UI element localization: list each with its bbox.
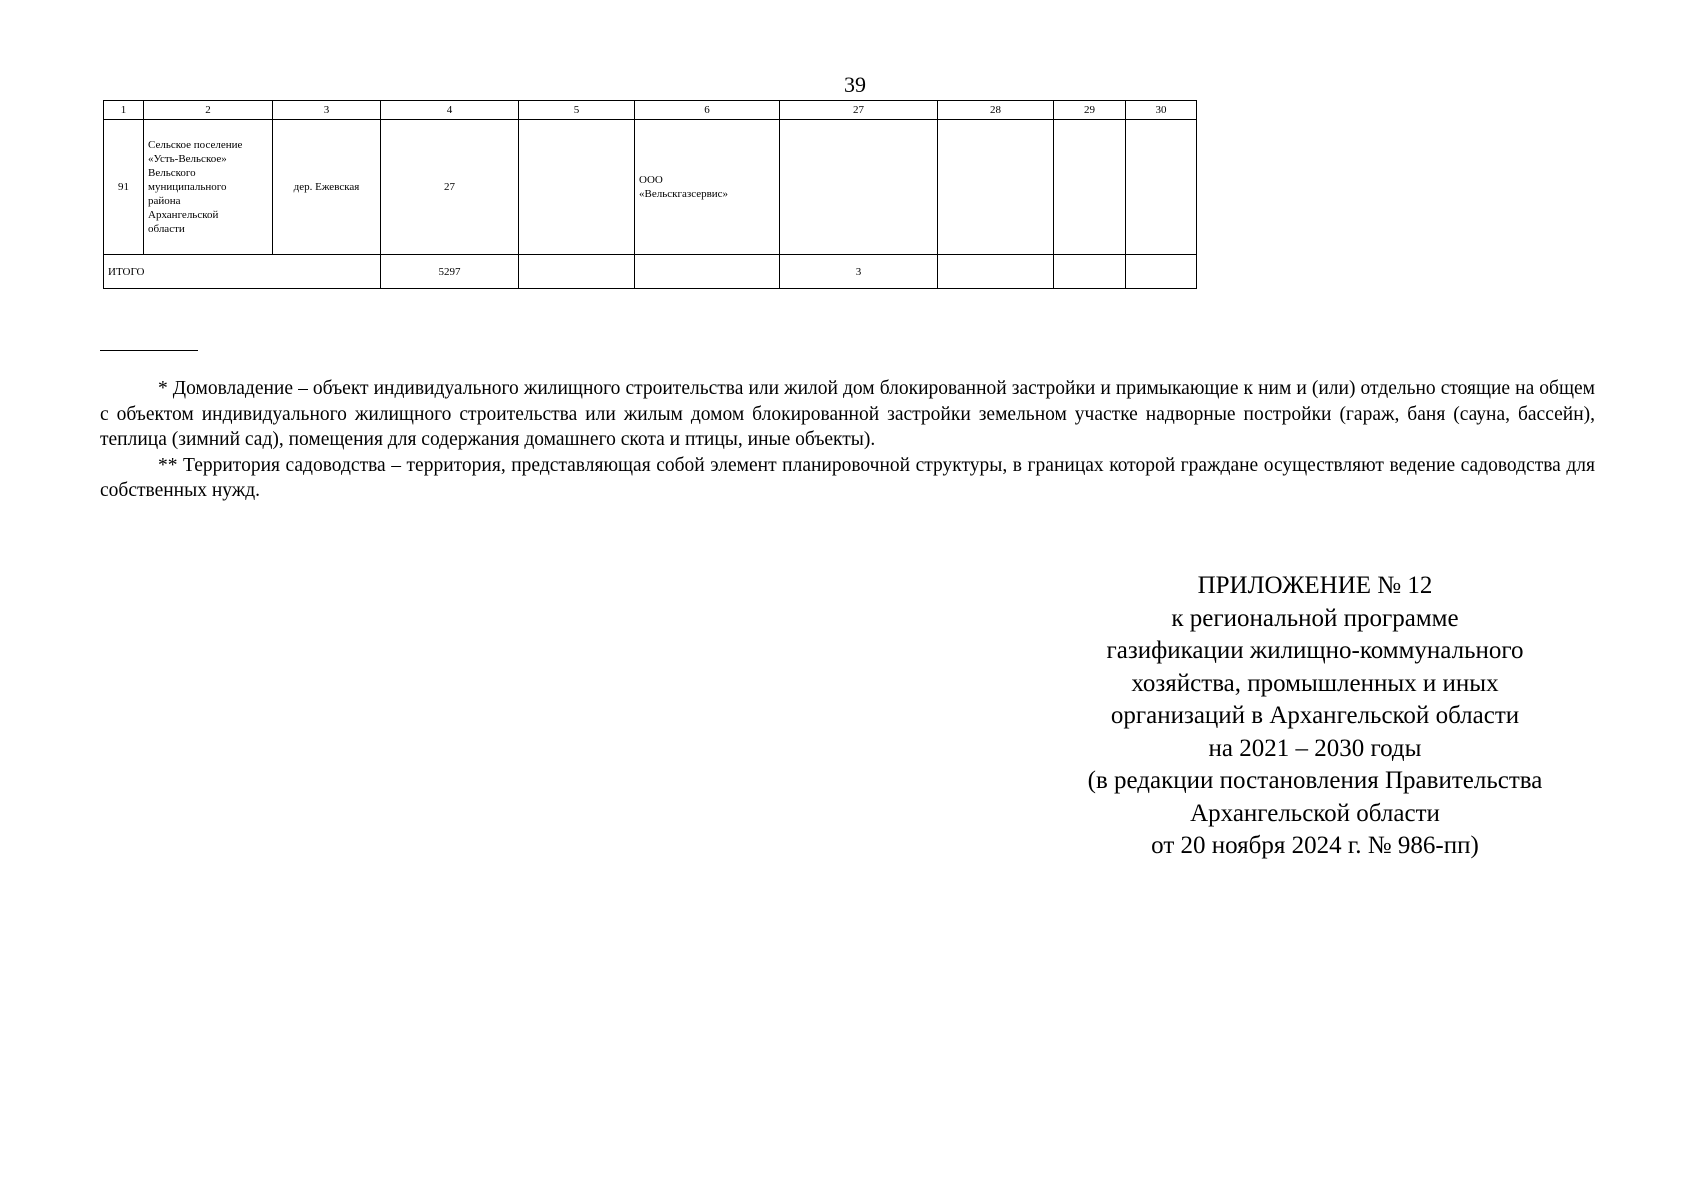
footnotes (100, 376, 1595, 504)
row-number: 91 (104, 120, 144, 255)
appendix-line: хозяйства, промышленных и иных (1131, 669, 1499, 697)
column-header: 6 (635, 101, 780, 120)
total-col29 (1054, 255, 1126, 289)
settlement-line: Сельское поселение (148, 139, 243, 151)
appendix-line: Архангельской области (1190, 799, 1440, 827)
cell-col28 (938, 120, 1054, 255)
settlement-line: Архангельской (148, 209, 219, 221)
total-col30 (1126, 255, 1197, 289)
appendix-line: к региональной программе (1171, 604, 1459, 632)
organization-line: «Вельскгазсервис» (639, 188, 729, 200)
appendix-line: от 20 ноября 2024 г. № 986-пп) (1151, 832, 1479, 859)
appendix-line: газификации жилищно-коммунального (1106, 637, 1524, 664)
table-row (104, 120, 1197, 255)
cell-col5 (519, 120, 635, 255)
cell-col29 (1054, 120, 1126, 255)
appendix-title: ПРИЛОЖЕНИЕ № 12 (1197, 572, 1433, 599)
appendix-line: организаций в Архангельской области (1110, 702, 1520, 729)
column-header: 3 (273, 101, 381, 120)
footnote-household: * Домовладение – объект индивидуального жилищного строительства или жилой дом блокированной застройки и примыкающие к ним и (или) отдельно стоящие на общем с объектом индивидуального жилищного строительства или жилым домом блокированной застройки земельном участке надворные постройки (гараж, баня (сауна, бассейн), теплица (зимний сад), помещения для содержания домашнего скота и птицы, иные объекты). (100, 378, 1595, 450)
appendix-line: на 2021 – 2030 годы (1208, 734, 1422, 762)
column-header: 29 (1054, 101, 1126, 120)
settlement-line: района (148, 195, 181, 207)
cell-col27 (780, 120, 938, 255)
organization-name (635, 120, 780, 255)
total-label: ИТОГО (104, 255, 381, 289)
column-header: 28 (938, 101, 1054, 120)
organization-line: ООО (639, 174, 663, 186)
settlement-name (144, 120, 273, 255)
cell-col4: 27 (381, 120, 519, 255)
footnote-divider (100, 350, 198, 351)
column-header: 1 (104, 101, 144, 120)
total-col5 (519, 255, 635, 289)
column-header: 27 (780, 101, 938, 120)
gasification-table (103, 100, 1197, 289)
total-col27: 3 (780, 255, 938, 289)
total-row (104, 255, 1197, 289)
column-header: 30 (1126, 101, 1197, 120)
table-header-row (104, 101, 1197, 120)
total-col4: 5297 (381, 255, 519, 289)
locality-name: дер. Ежевская (273, 120, 381, 255)
settlement-line: области (148, 223, 185, 235)
column-header: 2 (144, 101, 273, 120)
settlement-line: «Усть-Вельское» (148, 153, 227, 165)
column-header: 4 (381, 101, 519, 120)
settlement-line: Вельского (148, 167, 196, 179)
appendix-heading (1000, 570, 1630, 863)
footnote-gardening: ** Территория садоводства – территория, представляющая собой элемент планировочной структуры, в границах которой граждане осуществляют ведение садоводства для собственных нужд. (100, 454, 1595, 501)
cell-col30 (1126, 120, 1197, 255)
appendix-line: (в редакции постановления Правительства (1087, 767, 1543, 794)
total-col6 (635, 255, 780, 289)
settlement-line: муниципального (148, 181, 227, 193)
page-number: 39 (844, 72, 866, 97)
total-col28 (938, 255, 1054, 289)
column-header: 5 (519, 101, 635, 120)
